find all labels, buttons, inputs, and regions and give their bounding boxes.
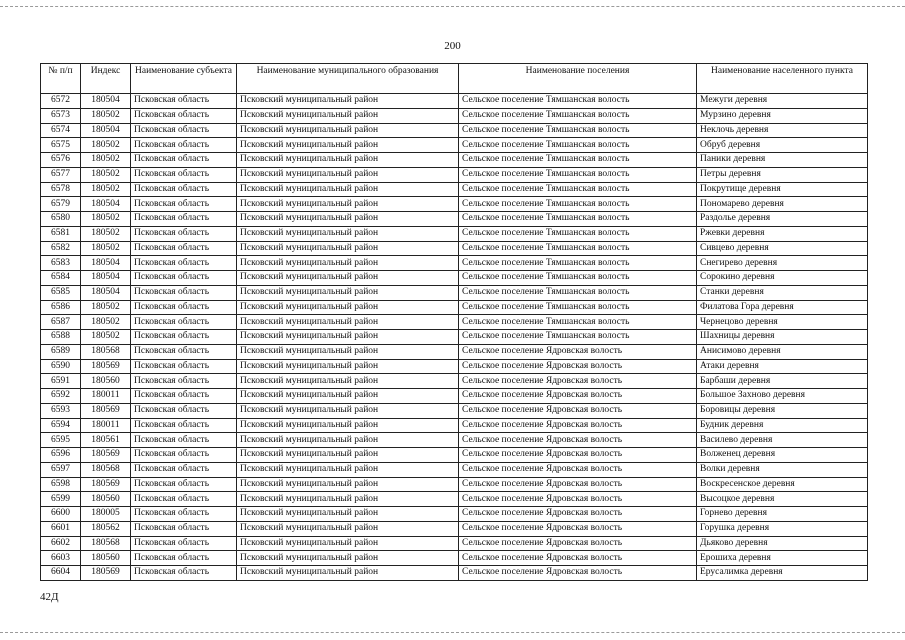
table-row bbox=[41, 433, 868, 448]
table-row bbox=[41, 153, 868, 168]
cell-municipality: Псковский муниципальный район bbox=[237, 182, 459, 197]
cell-subject: Псковская область bbox=[131, 536, 237, 551]
cell-subject: Псковская область bbox=[131, 448, 237, 463]
cell-settlement: Сельское поселение Ядровская волость bbox=[459, 521, 697, 536]
cell-settlement: Сельское поселение Тямшанская волость bbox=[459, 94, 697, 109]
cell-number: 6588 bbox=[41, 330, 81, 345]
cell-locality: Покрутище деревня bbox=[697, 182, 868, 197]
cell-number: 6595 bbox=[41, 433, 81, 448]
cell-index: 180011 bbox=[81, 418, 131, 433]
cell-subject: Псковская область bbox=[131, 108, 237, 123]
cell-municipality: Псковский муниципальный район bbox=[237, 359, 459, 374]
cell-subject: Псковская область bbox=[131, 403, 237, 418]
cell-municipality: Псковский муниципальный район bbox=[237, 536, 459, 551]
table-row bbox=[41, 477, 868, 492]
cell-settlement: Сельское поселение Ядровская волость bbox=[459, 507, 697, 522]
cell-settlement: Сельское поселение Тямшанская волость bbox=[459, 241, 697, 256]
table-row bbox=[41, 492, 868, 507]
cell-index: 180569 bbox=[81, 566, 131, 581]
cell-index: 180502 bbox=[81, 182, 131, 197]
cell-locality: Ржевки деревня bbox=[697, 226, 868, 241]
cell-subject: Псковская область bbox=[131, 182, 237, 197]
page-number: 200 bbox=[444, 40, 461, 52]
cell-municipality: Псковский муниципальный район bbox=[237, 374, 459, 389]
cell-index: 180562 bbox=[81, 521, 131, 536]
table-row bbox=[41, 285, 868, 300]
cell-locality: Станки деревня bbox=[697, 285, 868, 300]
cell-index: 180569 bbox=[81, 403, 131, 418]
cell-index: 180011 bbox=[81, 389, 131, 404]
cell-subject: Псковская область bbox=[131, 300, 237, 315]
cell-subject: Псковская область bbox=[131, 492, 237, 507]
cell-locality: Сорокино деревня bbox=[697, 271, 868, 286]
cell-subject: Псковская область bbox=[131, 374, 237, 389]
cell-municipality: Псковский муниципальный район bbox=[237, 94, 459, 109]
cell-index: 180568 bbox=[81, 462, 131, 477]
cell-index: 180502 bbox=[81, 330, 131, 345]
cell-index: 180568 bbox=[81, 344, 131, 359]
cell-municipality: Псковский муниципальный район bbox=[237, 507, 459, 522]
cell-number: 6600 bbox=[41, 507, 81, 522]
cell-index: 180561 bbox=[81, 433, 131, 448]
cell-subject: Псковская область bbox=[131, 167, 237, 182]
cell-locality: Петры деревня bbox=[697, 167, 868, 182]
cell-number: 6574 bbox=[41, 123, 81, 138]
cell-municipality: Псковский муниципальный район bbox=[237, 197, 459, 212]
cell-locality: Барбаши деревня bbox=[697, 374, 868, 389]
table-row bbox=[41, 566, 868, 581]
cell-index: 180504 bbox=[81, 197, 131, 212]
cell-locality: Неклочь деревня bbox=[697, 123, 868, 138]
cell-municipality: Псковский муниципальный район bbox=[237, 492, 459, 507]
cell-index: 180502 bbox=[81, 138, 131, 153]
cell-subject: Псковская область bbox=[131, 330, 237, 345]
cell-locality: Паники деревня bbox=[697, 153, 868, 168]
cell-settlement: Сельское поселение Ядровская волость bbox=[459, 418, 697, 433]
cell-subject: Псковская область bbox=[131, 153, 237, 168]
cell-index: 180502 bbox=[81, 300, 131, 315]
cell-settlement: Сельское поселение Тямшанская волость bbox=[459, 138, 697, 153]
cell-number: 6594 bbox=[41, 418, 81, 433]
table-row bbox=[41, 182, 868, 197]
cell-number: 6601 bbox=[41, 521, 81, 536]
table-header-row bbox=[41, 64, 868, 94]
cell-subject: Псковская область bbox=[131, 138, 237, 153]
scan-edge-top bbox=[0, 6, 905, 7]
cell-number: 6577 bbox=[41, 167, 81, 182]
cell-locality: Дьяково деревня bbox=[697, 536, 868, 551]
cell-number: 6592 bbox=[41, 389, 81, 404]
cell-index: 180005 bbox=[81, 507, 131, 522]
cell-locality: Анисимово деревня bbox=[697, 344, 868, 359]
cell-index: 180569 bbox=[81, 477, 131, 492]
cell-locality: Волки деревня bbox=[697, 462, 868, 477]
cell-index: 180560 bbox=[81, 374, 131, 389]
cell-settlement: Сельское поселение Ядровская волость bbox=[459, 433, 697, 448]
cell-municipality: Псковский муниципальный район bbox=[237, 418, 459, 433]
cell-locality: Горушка деревня bbox=[697, 521, 868, 536]
cell-number: 6578 bbox=[41, 182, 81, 197]
cell-subject: Псковская область bbox=[131, 212, 237, 227]
cell-number: 6581 bbox=[41, 226, 81, 241]
table-row bbox=[41, 403, 868, 418]
cell-index: 180568 bbox=[81, 536, 131, 551]
cell-locality: Будник деревня bbox=[697, 418, 868, 433]
cell-settlement: Сельское поселение Тямшанская волость bbox=[459, 153, 697, 168]
header-settlement: Наименование поселения bbox=[459, 64, 697, 94]
cell-locality: Василево деревня bbox=[697, 433, 868, 448]
table-row bbox=[41, 197, 868, 212]
cell-settlement: Сельское поселение Тямшанская волость bbox=[459, 197, 697, 212]
table-row bbox=[41, 212, 868, 227]
cell-settlement: Сельское поселение Ядровская волость bbox=[459, 359, 697, 374]
cell-number: 6591 bbox=[41, 374, 81, 389]
cell-number: 6597 bbox=[41, 462, 81, 477]
cell-municipality: Псковский муниципальный район bbox=[237, 271, 459, 286]
header-subject: Наименование субъекта bbox=[131, 64, 237, 94]
cell-municipality: Псковский муниципальный район bbox=[237, 256, 459, 271]
table-row bbox=[41, 551, 868, 566]
cell-locality: Высоцкое деревня bbox=[697, 492, 868, 507]
cell-settlement: Сельское поселение Тямшанская волость bbox=[459, 285, 697, 300]
table-row bbox=[41, 344, 868, 359]
cell-locality: Атаки деревня bbox=[697, 359, 868, 374]
cell-index: 180502 bbox=[81, 241, 131, 256]
cell-index: 180504 bbox=[81, 285, 131, 300]
cell-settlement: Сельское поселение Тямшанская волость bbox=[459, 212, 697, 227]
cell-municipality: Псковский муниципальный район bbox=[237, 521, 459, 536]
footer-code: 42Д bbox=[40, 591, 59, 603]
cell-settlement: Сельское поселение Ядровская волость bbox=[459, 374, 697, 389]
cell-index: 180502 bbox=[81, 226, 131, 241]
table-row bbox=[41, 521, 868, 536]
cell-locality: Межуги деревня bbox=[697, 94, 868, 109]
cell-municipality: Псковский муниципальный район bbox=[237, 566, 459, 581]
cell-number: 6604 bbox=[41, 566, 81, 581]
cell-index: 180502 bbox=[81, 212, 131, 227]
cell-settlement: Сельское поселение Ядровская волость bbox=[459, 551, 697, 566]
cell-subject: Псковская область bbox=[131, 344, 237, 359]
cell-locality: Филатова Гора деревня bbox=[697, 300, 868, 315]
table-row bbox=[41, 167, 868, 182]
cell-subject: Псковская область bbox=[131, 94, 237, 109]
cell-subject: Псковская область bbox=[131, 566, 237, 581]
cell-locality: Горнево деревня bbox=[697, 507, 868, 522]
table-body bbox=[41, 94, 868, 581]
cell-settlement: Сельское поселение Ядровская волость bbox=[459, 344, 697, 359]
cell-settlement: Сельское поселение Ядровская волость bbox=[459, 536, 697, 551]
cell-number: 6599 bbox=[41, 492, 81, 507]
cell-index: 180504 bbox=[81, 123, 131, 138]
cell-subject: Псковская область bbox=[131, 241, 237, 256]
cell-subject: Псковская область bbox=[131, 123, 237, 138]
cell-number: 6589 bbox=[41, 344, 81, 359]
table-row bbox=[41, 462, 868, 477]
table-row bbox=[41, 300, 868, 315]
table-row bbox=[41, 536, 868, 551]
table-row bbox=[41, 123, 868, 138]
cell-subject: Псковская область bbox=[131, 226, 237, 241]
cell-locality: Чернецово деревня bbox=[697, 315, 868, 330]
cell-settlement: Сельское поселение Тямшанская волость bbox=[459, 315, 697, 330]
cell-settlement: Сельское поселение Ядровская волость bbox=[459, 403, 697, 418]
cell-number: 6587 bbox=[41, 315, 81, 330]
cell-locality: Воскресенское деревня bbox=[697, 477, 868, 492]
cell-municipality: Псковский муниципальный район bbox=[237, 462, 459, 477]
cell-locality: Обруб деревня bbox=[697, 138, 868, 153]
cell-locality: Ерошиха деревня bbox=[697, 551, 868, 566]
cell-number: 6583 bbox=[41, 256, 81, 271]
cell-locality: Ерусалимка деревня bbox=[697, 566, 868, 581]
table-row bbox=[41, 241, 868, 256]
cell-municipality: Псковский муниципальный район bbox=[237, 330, 459, 345]
cell-index: 180502 bbox=[81, 108, 131, 123]
cell-municipality: Псковский муниципальный район bbox=[237, 477, 459, 492]
table-row bbox=[41, 138, 868, 153]
table-row bbox=[41, 108, 868, 123]
table-row bbox=[41, 507, 868, 522]
table-row bbox=[41, 374, 868, 389]
cell-municipality: Псковский муниципальный район bbox=[237, 241, 459, 256]
table-row bbox=[41, 389, 868, 404]
table-row bbox=[41, 418, 868, 433]
cell-number: 6602 bbox=[41, 536, 81, 551]
cell-subject: Псковская область bbox=[131, 271, 237, 286]
cell-number: 6598 bbox=[41, 477, 81, 492]
scan-edge-bottom bbox=[0, 632, 905, 633]
cell-settlement: Сельское поселение Ядровская волость bbox=[459, 389, 697, 404]
cell-number: 6593 bbox=[41, 403, 81, 418]
cell-number: 6579 bbox=[41, 197, 81, 212]
cell-number: 6603 bbox=[41, 551, 81, 566]
cell-municipality: Псковский муниципальный район bbox=[237, 344, 459, 359]
cell-index: 180504 bbox=[81, 94, 131, 109]
cell-locality: Раздолье деревня bbox=[697, 212, 868, 227]
cell-locality: Большое Захново деревня bbox=[697, 389, 868, 404]
cell-number: 6596 bbox=[41, 448, 81, 463]
cell-municipality: Псковский муниципальный район bbox=[237, 123, 459, 138]
cell-number: 6584 bbox=[41, 271, 81, 286]
table-row bbox=[41, 359, 868, 374]
cell-subject: Псковская область bbox=[131, 315, 237, 330]
cell-municipality: Псковский муниципальный район bbox=[237, 389, 459, 404]
header-index: Индекс bbox=[81, 64, 131, 94]
cell-settlement: Сельское поселение Тямшанская волость bbox=[459, 271, 697, 286]
cell-settlement: Сельское поселение Тямшанская волость bbox=[459, 167, 697, 182]
cell-settlement: Сельское поселение Тямшанская волость bbox=[459, 182, 697, 197]
cell-municipality: Псковский муниципальный район bbox=[237, 448, 459, 463]
header-number: № п/п bbox=[41, 64, 81, 94]
cell-index: 180504 bbox=[81, 271, 131, 286]
cell-municipality: Псковский муниципальный район bbox=[237, 403, 459, 418]
table-row bbox=[41, 448, 868, 463]
cell-number: 6580 bbox=[41, 212, 81, 227]
cell-municipality: Псковский муниципальный район bbox=[237, 153, 459, 168]
cell-settlement: Сельское поселение Тямшанская волость bbox=[459, 123, 697, 138]
cell-municipality: Псковский муниципальный район bbox=[237, 300, 459, 315]
cell-subject: Псковская область bbox=[131, 462, 237, 477]
cell-subject: Псковская область bbox=[131, 256, 237, 271]
cell-subject: Псковская область bbox=[131, 389, 237, 404]
table-row bbox=[41, 94, 868, 109]
cell-number: 6573 bbox=[41, 108, 81, 123]
cell-subject: Псковская область bbox=[131, 418, 237, 433]
cell-settlement: Сельское поселение Ядровская волость bbox=[459, 566, 697, 581]
cell-index: 180502 bbox=[81, 153, 131, 168]
cell-number: 6572 bbox=[41, 94, 81, 109]
cell-locality: Снегирево деревня bbox=[697, 256, 868, 271]
cell-settlement: Сельское поселение Тямшанская волость bbox=[459, 226, 697, 241]
table-row bbox=[41, 226, 868, 241]
cell-subject: Псковская область bbox=[131, 433, 237, 448]
cell-subject: Псковская область bbox=[131, 197, 237, 212]
cell-index: 180502 bbox=[81, 315, 131, 330]
cell-locality: Волженец деревня bbox=[697, 448, 868, 463]
cell-number: 6582 bbox=[41, 241, 81, 256]
cell-subject: Псковская область bbox=[131, 285, 237, 300]
settlements-table bbox=[40, 63, 868, 581]
cell-index: 180569 bbox=[81, 448, 131, 463]
cell-subject: Псковская область bbox=[131, 359, 237, 374]
cell-number: 6586 bbox=[41, 300, 81, 315]
cell-municipality: Псковский муниципальный район bbox=[237, 285, 459, 300]
cell-municipality: Псковский муниципальный район bbox=[237, 551, 459, 566]
cell-settlement: Сельское поселение Ядровская волость bbox=[459, 462, 697, 477]
cell-municipality: Псковский муниципальный район bbox=[237, 167, 459, 182]
table-row bbox=[41, 330, 868, 345]
cell-municipality: Псковский муниципальный район bbox=[237, 212, 459, 227]
cell-settlement: Сельское поселение Тямшанская волость bbox=[459, 108, 697, 123]
cell-number: 6590 bbox=[41, 359, 81, 374]
cell-municipality: Псковский муниципальный район bbox=[237, 433, 459, 448]
cell-locality: Сивцево деревня bbox=[697, 241, 868, 256]
header-locality: Наименование населенного пункта bbox=[697, 64, 868, 94]
cell-index: 180560 bbox=[81, 492, 131, 507]
cell-locality: Мурзино деревня bbox=[697, 108, 868, 123]
cell-subject: Псковская область bbox=[131, 521, 237, 536]
cell-settlement: Сельское поселение Ядровская волость bbox=[459, 448, 697, 463]
cell-index: 180502 bbox=[81, 167, 131, 182]
table-row bbox=[41, 271, 868, 286]
cell-number: 6575 bbox=[41, 138, 81, 153]
cell-settlement: Сельское поселение Тямшанская волость bbox=[459, 256, 697, 271]
cell-locality: Пономарево деревня bbox=[697, 197, 868, 212]
cell-municipality: Псковский муниципальный район bbox=[237, 315, 459, 330]
table-row bbox=[41, 315, 868, 330]
cell-subject: Псковская область bbox=[131, 477, 237, 492]
cell-settlement: Сельское поселение Ядровская волость bbox=[459, 492, 697, 507]
cell-number: 6585 bbox=[41, 285, 81, 300]
cell-settlement: Сельское поселение Тямшанская волость bbox=[459, 330, 697, 345]
cell-municipality: Псковский муниципальный район bbox=[237, 226, 459, 241]
cell-subject: Псковская область bbox=[131, 507, 237, 522]
cell-municipality: Псковский муниципальный район bbox=[237, 108, 459, 123]
cell-locality: Боровицы деревня bbox=[697, 403, 868, 418]
cell-settlement: Сельское поселение Ядровская волость bbox=[459, 477, 697, 492]
cell-locality: Шахницы деревня bbox=[697, 330, 868, 345]
cell-index: 180504 bbox=[81, 256, 131, 271]
cell-subject: Псковская область bbox=[131, 551, 237, 566]
cell-number: 6576 bbox=[41, 153, 81, 168]
cell-municipality: Псковский муниципальный район bbox=[237, 138, 459, 153]
header-municipality: Наименование муниципального образования bbox=[237, 64, 459, 94]
cell-index: 180569 bbox=[81, 359, 131, 374]
cell-settlement: Сельское поселение Тямшанская волость bbox=[459, 300, 697, 315]
table-row bbox=[41, 256, 868, 271]
cell-index: 180560 bbox=[81, 551, 131, 566]
